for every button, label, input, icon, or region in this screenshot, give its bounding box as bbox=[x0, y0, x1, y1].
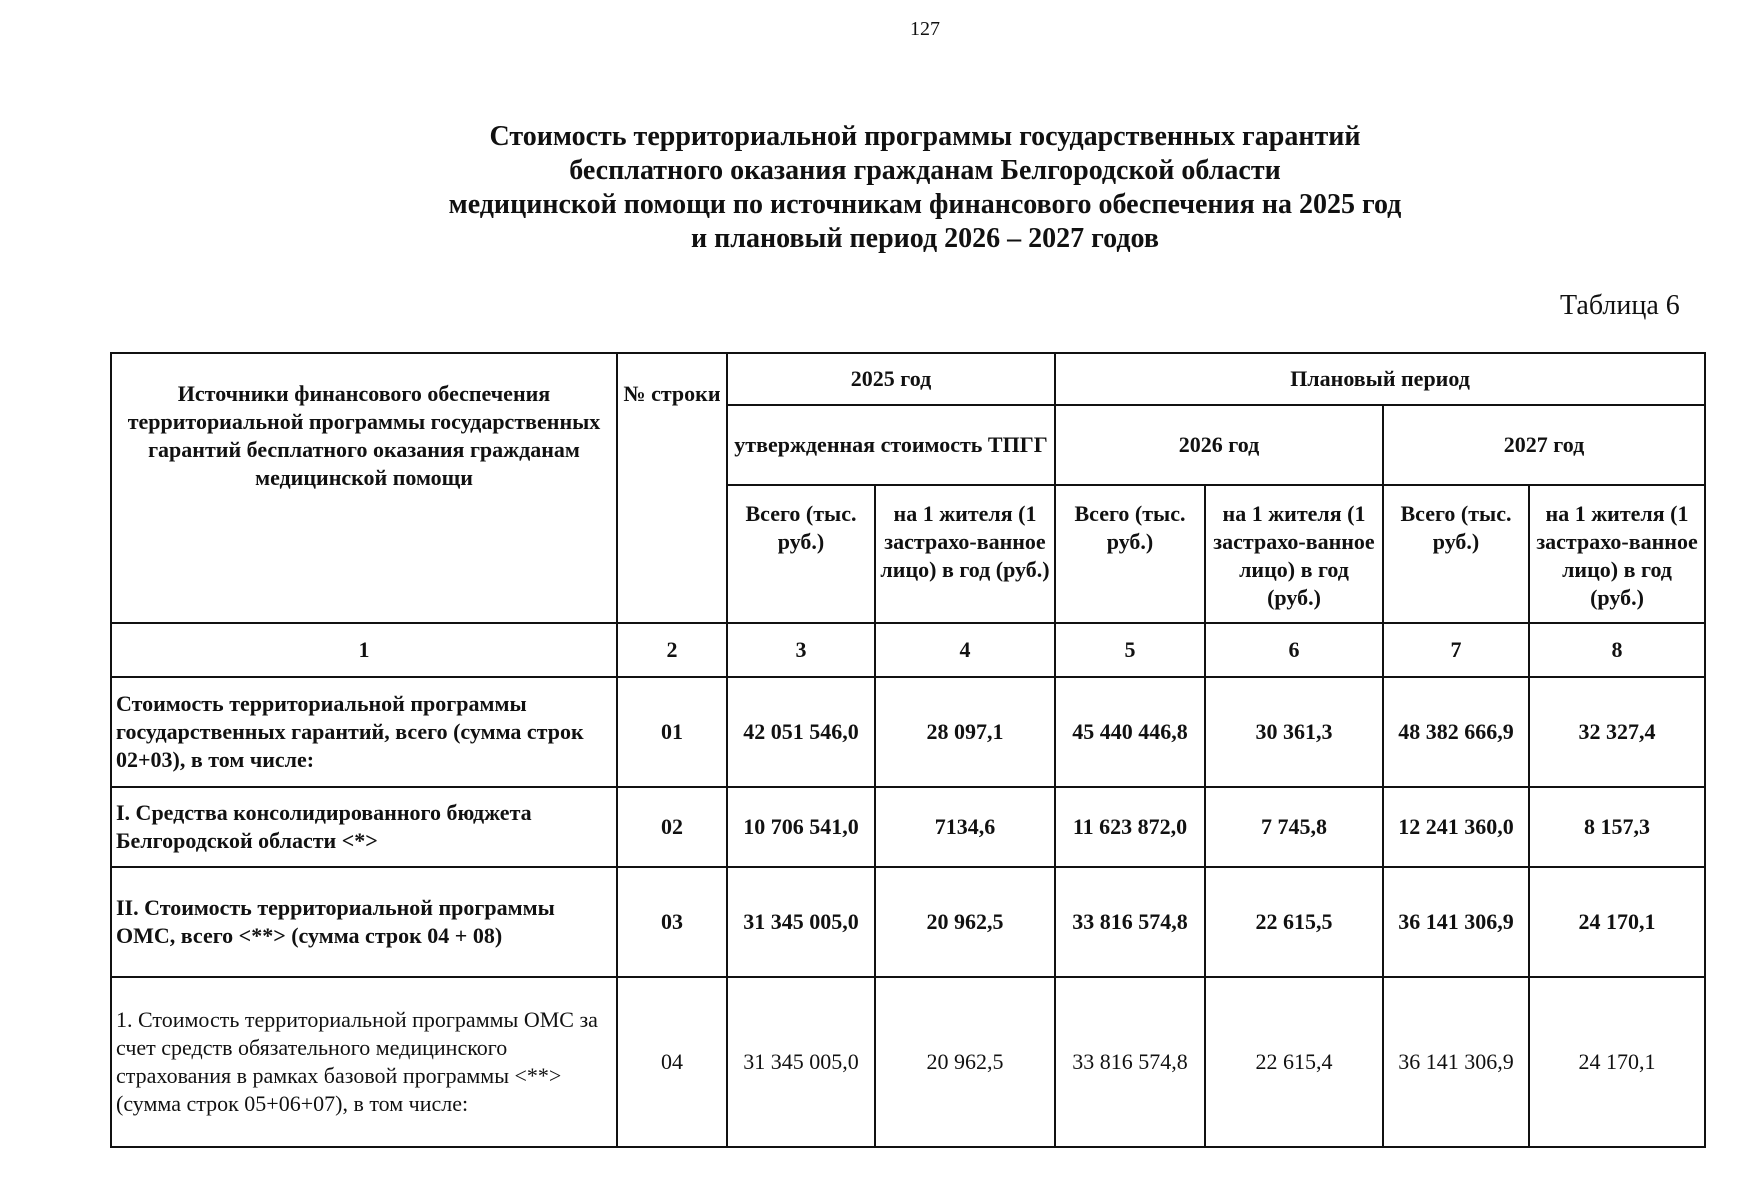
column-number: 1 bbox=[111, 623, 617, 677]
per-capita-2026: 30 361,3 bbox=[1205, 677, 1383, 787]
header-year-2026: 2026 год bbox=[1055, 405, 1383, 485]
column-number: 8 bbox=[1529, 623, 1705, 677]
title-line: медицинской помощи по источникам финансового обеспечения на 2025 год bbox=[448, 189, 1402, 220]
column-number: 7 bbox=[1383, 623, 1529, 677]
row-number: 02 bbox=[617, 787, 727, 867]
title-line: Стоимость территориальной программы государственных гарантий bbox=[489, 121, 1361, 152]
row-number: 01 bbox=[617, 677, 727, 787]
header-year-2027: 2027 год bbox=[1383, 405, 1705, 485]
column-number-row bbox=[111, 623, 1705, 677]
table-row bbox=[111, 867, 1705, 977]
title-line: бесплатного оказания гражданам Белгородской области bbox=[569, 155, 1281, 186]
header-source: Источники финансового обеспечения территориальной программы государственных гарантий бесплатного оказания гражданам медицинской помощи bbox=[111, 353, 617, 623]
total-2025: 10 706 541,0 bbox=[727, 787, 875, 867]
per-capita-2026: 7 745,8 bbox=[1205, 787, 1383, 867]
per-capita-2027: 32 327,4 bbox=[1529, 677, 1705, 787]
title-line: и плановый период 2026 – 2027 годов bbox=[691, 223, 1159, 254]
header-planned-period: Плановый период bbox=[1055, 353, 1705, 405]
header-row-number: № строки bbox=[617, 353, 727, 623]
header-approved-cost: утвержденная стоимость ТПГГ bbox=[727, 405, 1055, 485]
table-label: Таблица 6 bbox=[1560, 290, 1680, 321]
column-number: 4 bbox=[875, 623, 1055, 677]
total-2026: 11 623 872,0 bbox=[1055, 787, 1205, 867]
header-per-capita-2026: на 1 жителя (1 застрахо-ванное лицо) в год (руб.) bbox=[1205, 485, 1383, 623]
row-name: 1. Стоимость территориальной программы ОМС за счет средств обязательного медицинского страхования в рамках базовой программы <**> (сумма строк 05+06+07), в том числе: bbox=[111, 977, 617, 1147]
header-total-2026: Всего (тыс. руб.) bbox=[1055, 485, 1205, 623]
per-capita-2026: 22 615,4 bbox=[1205, 977, 1383, 1147]
total-2025: 31 345 005,0 bbox=[727, 867, 875, 977]
document-title bbox=[0, 120, 1764, 256]
per-capita-2027: 24 170,1 bbox=[1529, 867, 1705, 977]
header-total-2027: Всего (тыс. руб.) bbox=[1383, 485, 1529, 623]
header-per-capita-2025: на 1 жителя (1 застрахо-ванное лицо) в год (руб.) bbox=[875, 485, 1055, 623]
total-2027: 36 141 306,9 bbox=[1383, 867, 1529, 977]
per-capita-2027: 24 170,1 bbox=[1529, 977, 1705, 1147]
header-year-2025: 2025 год bbox=[727, 353, 1055, 405]
financing-table bbox=[110, 352, 1706, 1148]
row-name: Стоимость территориальной программы государственных гарантий, всего (сумма строк 02+03), в том числе: bbox=[111, 677, 617, 787]
total-2026: 33 816 574,8 bbox=[1055, 867, 1205, 977]
total-2027: 48 382 666,9 bbox=[1383, 677, 1529, 787]
column-number: 6 bbox=[1205, 623, 1383, 677]
row-number: 03 bbox=[617, 867, 727, 977]
per-capita-2027: 8 157,3 bbox=[1529, 787, 1705, 867]
table-row bbox=[111, 677, 1705, 787]
table-row bbox=[111, 977, 1705, 1147]
table-row bbox=[111, 787, 1705, 867]
total-2027: 36 141 306,9 bbox=[1383, 977, 1529, 1147]
total-2026: 45 440 446,8 bbox=[1055, 677, 1205, 787]
page-number: 127 bbox=[910, 18, 940, 40]
column-number: 5 bbox=[1055, 623, 1205, 677]
row-name: I. Средства консолидированного бюджета Белгородской области <*> bbox=[111, 787, 617, 867]
per-capita-2025: 7134,6 bbox=[875, 787, 1055, 867]
total-2025: 42 051 546,0 bbox=[727, 677, 875, 787]
header-total-2025: Всего (тыс. руб.) bbox=[727, 485, 875, 623]
total-2026: 33 816 574,8 bbox=[1055, 977, 1205, 1147]
per-capita-2026: 22 615,5 bbox=[1205, 867, 1383, 977]
total-2025: 31 345 005,0 bbox=[727, 977, 875, 1147]
column-number: 2 bbox=[617, 623, 727, 677]
row-name: II. Стоимость территориальной программы ОМС, всего <**> (сумма строк 04 + 08) bbox=[111, 867, 617, 977]
row-number: 04 bbox=[617, 977, 727, 1147]
total-2027: 12 241 360,0 bbox=[1383, 787, 1529, 867]
header-per-capita-2027: на 1 жителя (1 застрахо-ванное лицо) в год (руб.) bbox=[1529, 485, 1705, 623]
column-number: 3 bbox=[727, 623, 875, 677]
per-capita-2025: 20 962,5 bbox=[875, 977, 1055, 1147]
per-capita-2025: 20 962,5 bbox=[875, 867, 1055, 977]
per-capita-2025: 28 097,1 bbox=[875, 677, 1055, 787]
